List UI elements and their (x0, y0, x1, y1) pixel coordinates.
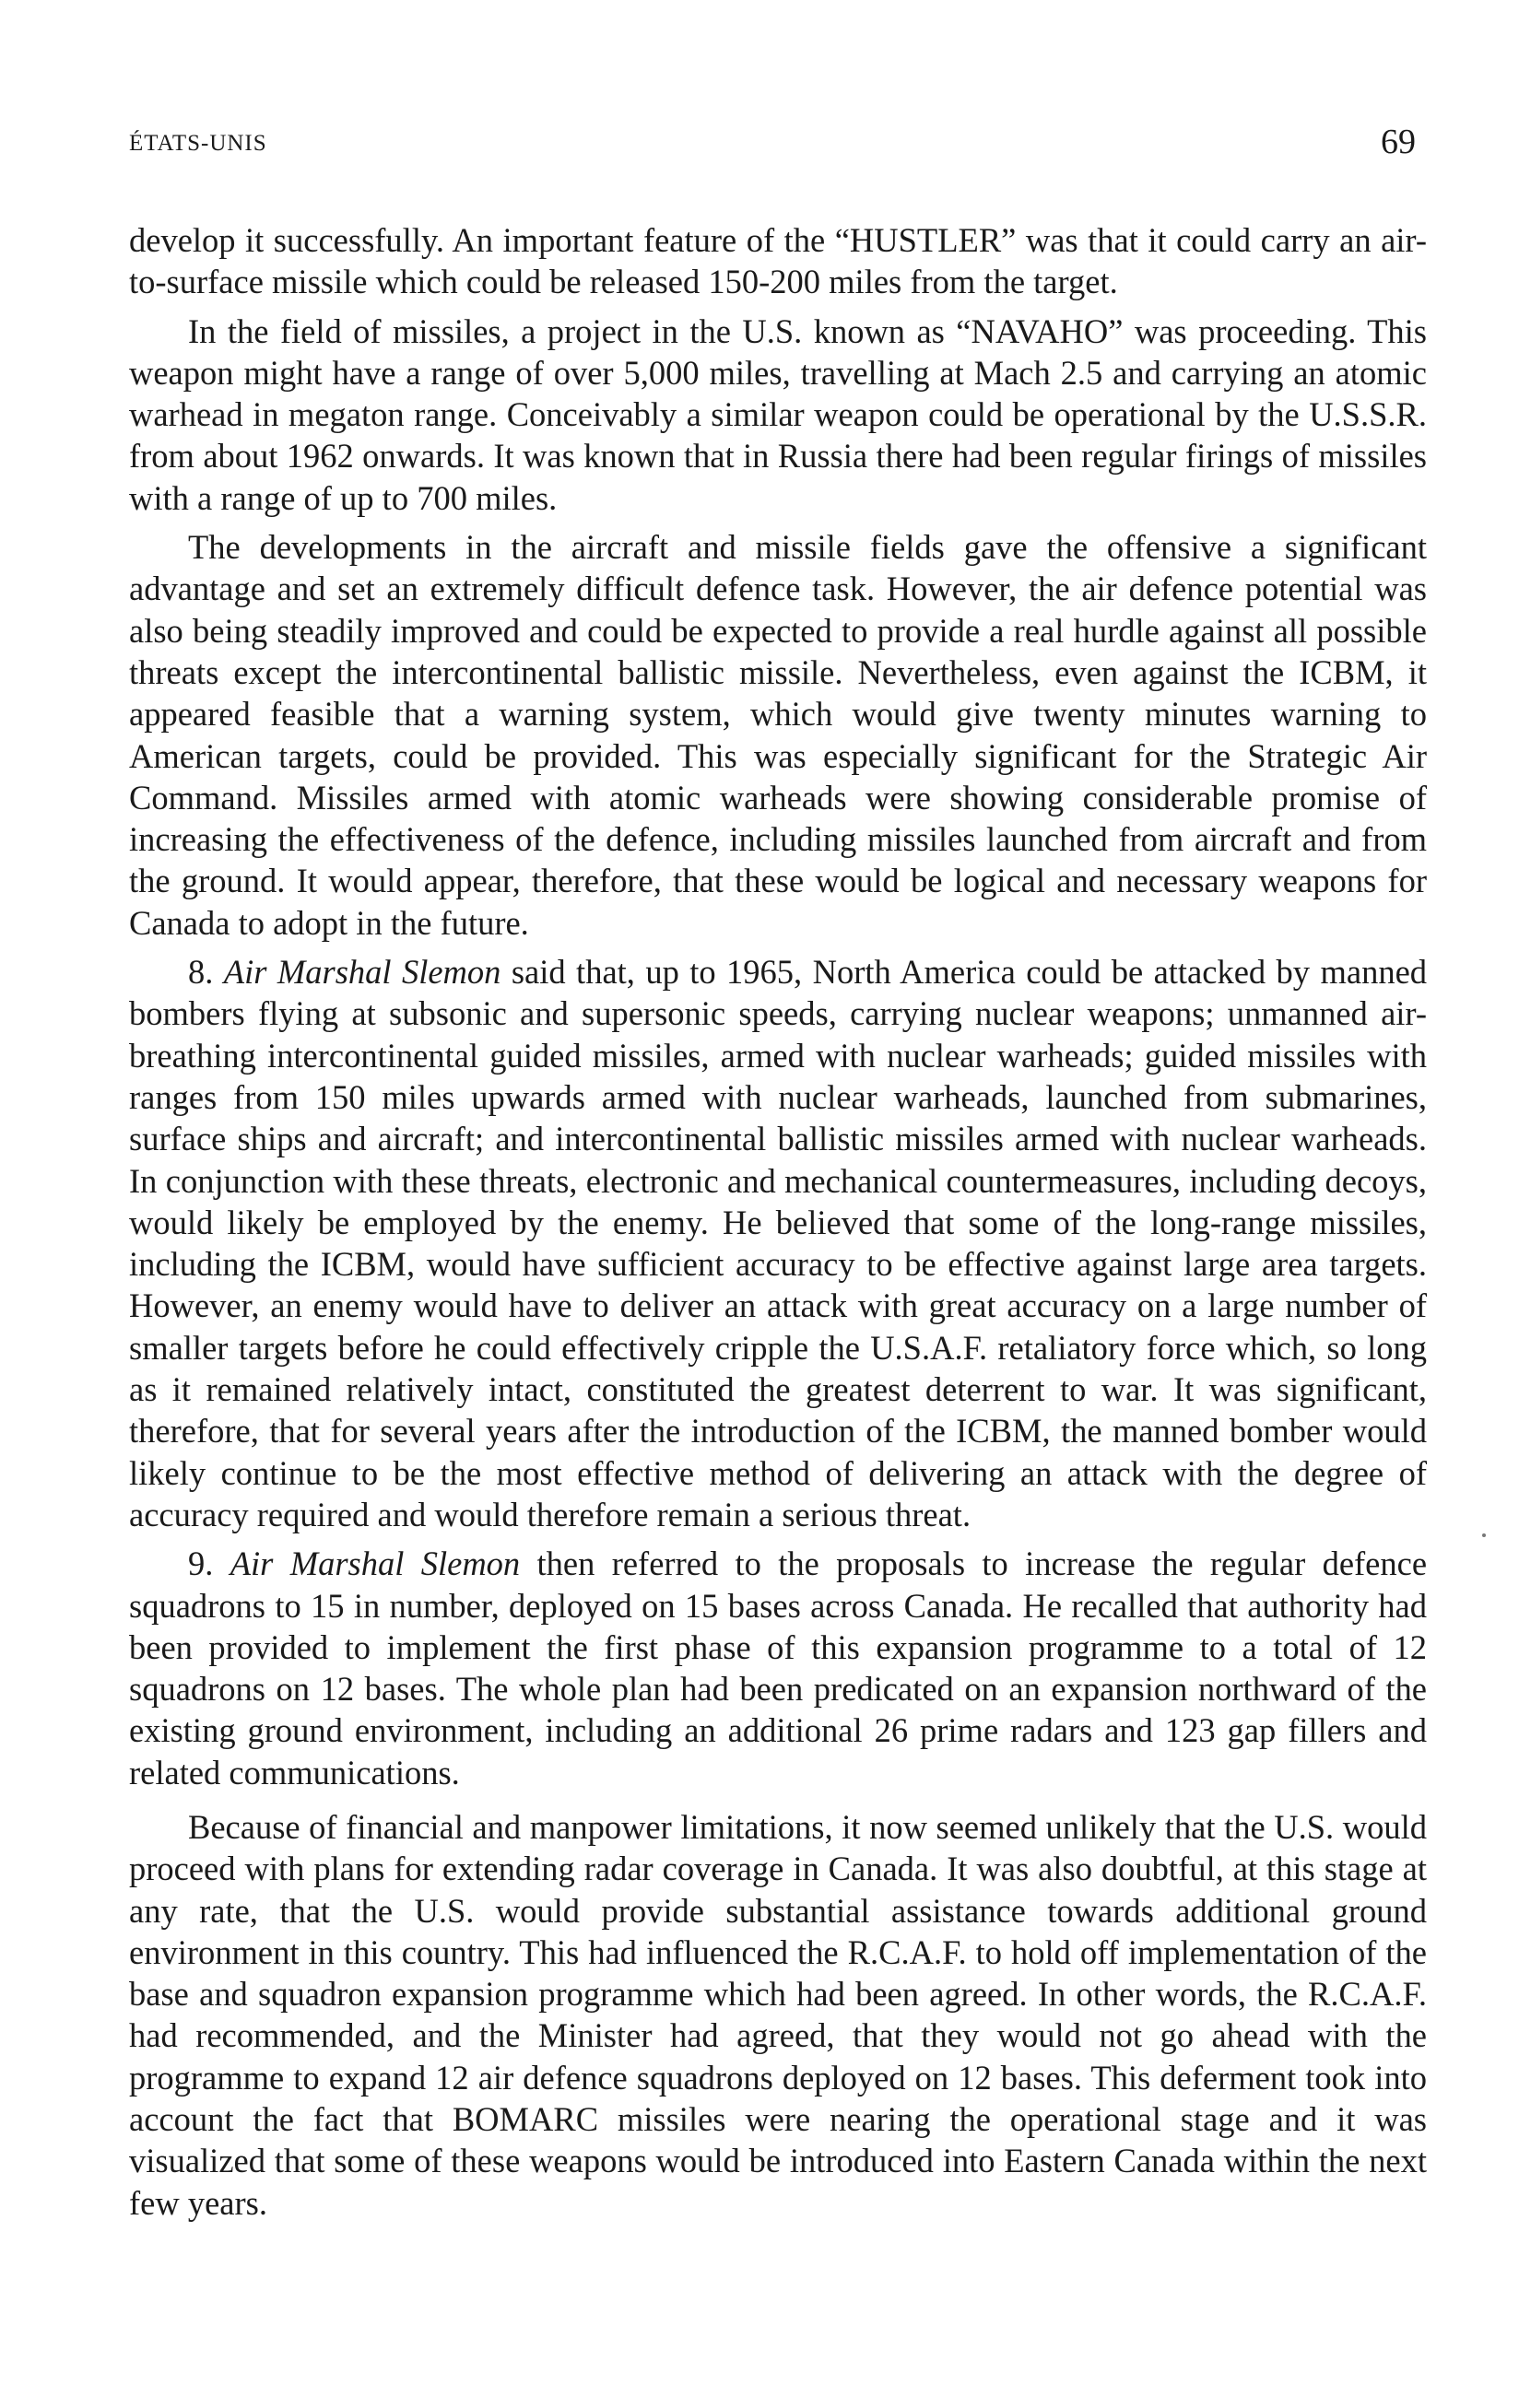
speaker-name: Air Marshal Slemon (223, 953, 501, 992)
paragraph-text: then referred to the proposals to increase the regular defence squadrons to 15 in number, deployed on 15 bases across Canada. He recalled that authority had been provided to implement the first phase of this expansion programme to a total of 12 squadrons on 12 bases. The whole plan had been predicated on an expansion northward of the existing ground environment, including an additional 26 prime radars and 123 gap fillers and related communications. (129, 1545, 1428, 1791)
paragraph-developments: The developments in the aircraft and missile fields gave the offensive a significant advantage and set an extremely difficult defence task. However, the air defence potential was also being steadily improved and could be expected to provide a real hurdle against all possible threats except the intercontinental ballistic missile. Nevertheless, even against the ICBM, it appeared feasible that a warning system, which would give twenty minutes warning to American targets, could be provided. This was especially significant for the Strategic Air Command. Missiles armed with atomic warheads were showing considerable promise of increasing the effectiveness of the defence, including missiles launched from aircraft and from the ground. It would appear, therefore, that these would be logical and necessary weapons for Canada to adopt in the future. (129, 528, 1427, 942)
paragraph-text: said that, up to 1965, North America could be attacked by manned bombers flying at subsonic and supersonic speeds, carrying nuclear weapons; unmanned air-breathing intercontinental guided missiles, armed with nuclear warheads; guided missiles with ranges from 150 miles upwards armed with nuclear warheads, launched from submarines, surface ships and aircraft; and intercontinental ballistic missiles armed with nuclear warheads. In conjunction with these threats, electronic and mechanical countermeasures, including decoys, would likely be employed by the enemy. He believed that some of the long-range missiles, including the ICBM, would have sufficient accuracy to be effective against large area targets. However, an enemy would have to deliver an attack with great accuracy on a large number of smaller targets before he could effectively cripple the U.S.A.F. retaliatory force which, so long as it remained relatively intact, constituted the greatest deterrent to war. It was significant, therefore, that for several years after the introduction of the ICBM, the manned bomber would likely continue to be the most effective method of delivering an attack with the degree of accuracy required and would therefore remain a serious threat. (129, 953, 1428, 1533)
paragraph-number: 9. (188, 1545, 214, 1583)
paragraph-number: 8. (188, 953, 214, 992)
speaker-name: Air Marshal Slemon (230, 1545, 521, 1583)
page-number: 69 (1381, 123, 1416, 161)
margin-mark (1482, 1533, 1486, 1537)
paragraph-financial-limitations: Because of financial and manpower limitations, it now seemed unlikely that the U.S. would proceed with plans for extending radar coverage in Canada. It was also doubtful, at this stage at any rate, that the U.S. would provide substantial assistance towards additional ground environment in this country. This had influenced the R.C.A.F. to hold off implementation of the base and squadron expansion programme which had been agreed. In other words, the R.C.A.F. had recommended, and the Minister had agreed, that they would not go ahead with the programme to expand 12 air defence squadrons deployed on 12 bases. This deferment took into account the fact that BOMARC missiles were nearing the operational stage and it was visualized that some of these weapons would be introduced into Eastern Canada within the next few years. (129, 1807, 1427, 2222)
paragraph-9 (129, 1543, 1427, 1793)
paragraph-continuation: develop it successfully. An important feature of the “HUSTLER” was that it could carry an air-to-surface missile which could be released 150-200 miles from the target. (129, 221, 1427, 301)
paragraph-8 (129, 951, 1427, 1535)
body-text (129, 219, 1427, 2231)
paragraph-navaho: In the field of missiles, a project in the U.S. known as “NAVAHO” was proceeding. This weapon might have a range of over 5,000 miles, travelling at Mach 2.5 and carrying an atomic warhead in megaton range. Conceivably a similar weapon could be operational by the U.S.S.R. from about 1962 onwards. It was known that in Russia there had been regular firings of missiles with a range of up to 700 miles. (129, 311, 1427, 517)
running-head: ÉTATS-UNIS (129, 131, 267, 156)
